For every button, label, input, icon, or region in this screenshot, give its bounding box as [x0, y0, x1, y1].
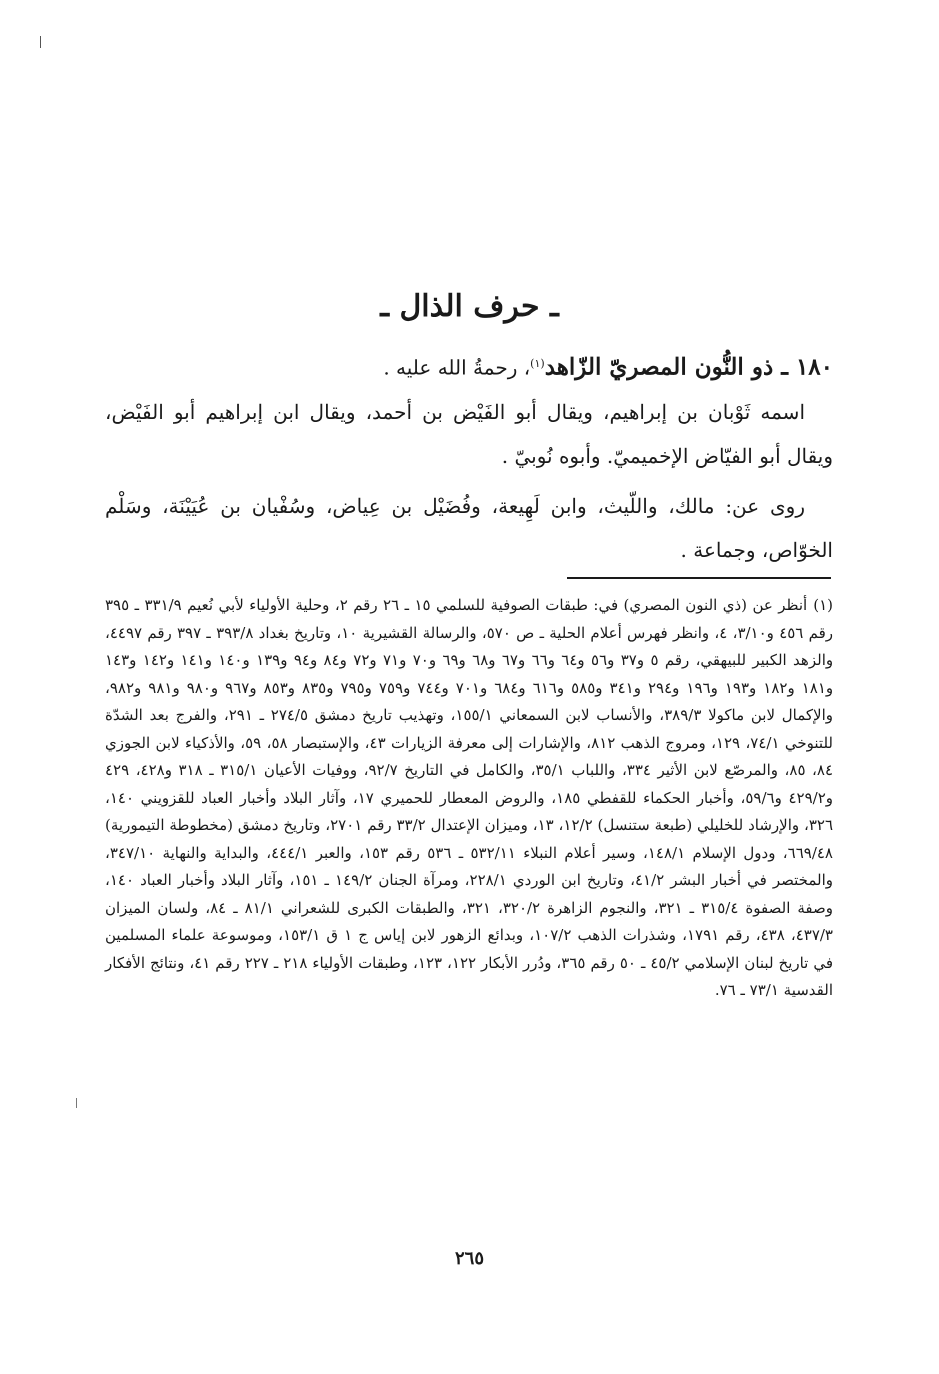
paragraph-name: [105, 390, 833, 478]
paragraph-narrators: [105, 484, 833, 572]
margin-mark: [76, 1098, 77, 1108]
page-number: ٢٦٥: [454, 1248, 484, 1269]
footnote: [105, 592, 833, 1005]
corner-mark: [40, 36, 41, 48]
footnote-text: أنظر عن (ذي النون المصري) في: طبقات الصوفية للسلمي ١٥ ـ ٢٦ رقم ٢، وحلية الأولياء لأبي نُعيم ٣٣١/٩ ـ ٣٩٥ رقم ٤٥٦ و٣/١٠، ٤، وانظر فهرس أعلام الحلية ـ ص ٥٧٠، والرسالة القشيرية ١٠، وتاريخ بغداد ٣٩٣/٨ ـ ٣٩٧ رقم ٤٤٩٧، والزهد الكبير للبيهقي، رقم ٥ و٣٧ و٥٦ و٦٤ و٦٦ و٦٧ و٦٨ و٦٩ و٧٠ و٧١ و٧٢ و٨٤ و٩٤ و١٣٩ و١٤٠ و١٤١ و١٤٢ و١٤٣ و١٨١ و١٨٢ و١٩٣ و١٩٦ و٢٩٤ و٣٤١ و٥٨٥ و٦١٦ و٦٨٤ و٧٠١ و٧٤٤ و٧٥٩ و٧٩٥ و٨٣٥ و٨٥٣ و٩٦٧ و٩٨٠ و٩٨١ و٩٨٢، والإكمال لابن ماكولا ٣٨٩/٣، والأنساب لابن السمعاني ١٥٥/١، وتهذيب تاريخ دمشق ٢٧٤/٥ ـ ٢٩١، والفرج بعد الشدّة للتنوخي ٧٤/١، ١٢٩، ومروج الذهب ٨١٢، والإشارات إلى معرفة الزيارات ٤٣، والإستبصار ٥٨، ٥٩، والأذكياء لابن الجوزي ٨٤، ٨٥، والمرصّع لابن الأثير ٣٣٤، واللباب ٣٥/١، والكامل في التاريخ ٩٢/٧، ووفيات الأعيان ٣١٥/١ ـ ٣١٨ و٤٢٨، ٤٢٩ و٤٢٩/٢ و٥٩/٦، وأخبار الحكماء للقفطي ١٨٥، والروض المعطار للحميري ١٧، وآثار البلاد وأخبار العباد للقزويني ١٤٠، ٣٢٦، والإرشاد للخليلي (طبعة ستنسل) ١٢/٢، ١٣، وميزان الإعتدال ٣٣/٢ رقم ٢٧٠١، وتاريخ دمشق (مخطوطة التيمورية) ٦٦٩/٤٨، ودول الإسلام ١٤٨/١، وسير أعلام النبلاء ٥٣٢/١١ ـ ٥٣٦ رقم ١٥٣، والعبر ٤٤٤/١، والبداية والنهاية ٣٤٧/١٠، والمختصر في أخبار البشر ٤١/٢، وتاريخ ابن الوردي ٢٢٨/١، ومرآة الجنان ١٤٩/٢ ـ ١٥١، وآثار البلاد وأخبار العباد ١٤٠، وصفة الصفوة ٣١٥/٤ ـ ٣٢١، والنجوم الزاهرة ٣٢٠/٢، ٣٢١، والطبقات الكبرى للشعراني ٨١/١ ـ ٨٤، ولسان الميزان ٤٣٧/٣، ٤٣٨، رقم ١٧٩١، وشذرات الذهب ١٠٧/٢، وبدائع الزهور لابن إياس ج ١ ق ١٥٣/١، وموسوعة علماء المسلمين في تاريخ لبنان الإسلامي ٤٥/٢ ـ ٥٠ رقم ٣٦٥، ودُرر الأبكار ١٢٢، ١٢٣، وطبقات الأولياء ٢١٨ ـ ٢٢٧ رقم ٤١، ونتائج الأفكار القدسية ٧٣/١ ـ ٧٦.: [105, 596, 834, 999]
entry-heading: [105, 344, 833, 388]
footnote-marker: (١): [813, 596, 833, 614]
footnote-reference[interactable]: (١): [530, 357, 545, 370]
paragraph-name-text: اسمه ثَوْبان بن إبراهيم، ويقال أبو الفَيْض بن أحمد، ويقال ابن إبراهيم أبو الفَيْض، ويقال أبو الفيّاض الإخميميّ. وأبوه نُوبيّ .: [105, 400, 833, 468]
entry-number-title: ١٨٠ ـ ذو النُّون المصريّ الزّاهد: [544, 353, 833, 381]
paragraph-narrators-text: روى عن: مالك، واللّيث، وابن لَهِيعة، وفُضَيْل بن عِياض، وسُفْيان بن عُيَيْنَة، وسَلْم الخوّاص، وجماعة .: [105, 494, 833, 562]
footnote-separator: [567, 577, 831, 579]
entry-suffix: ، رحمةُ الله عليه .: [383, 355, 531, 380]
chapter-title: ـ حرف الذال ـ: [380, 289, 559, 324]
